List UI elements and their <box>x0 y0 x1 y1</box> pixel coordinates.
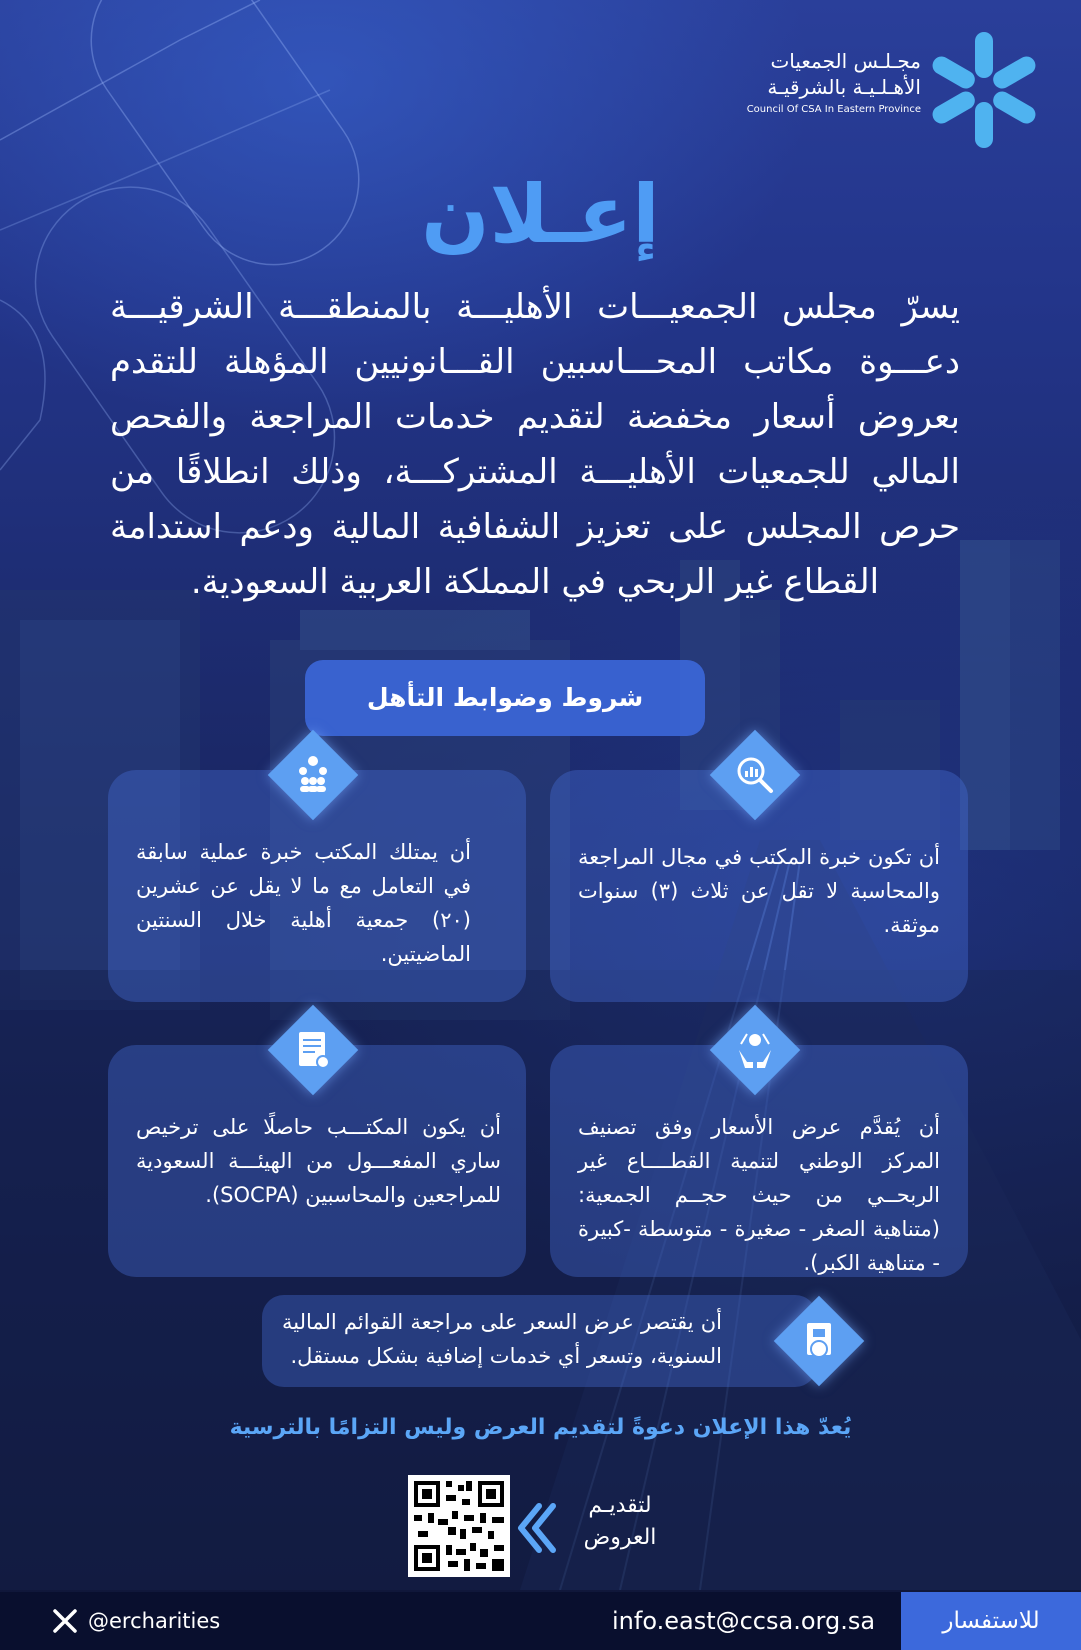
financial-report-icon <box>791 1313 847 1369</box>
condition-text: أن يمتلك المكتب خبرة عملية سابقة في التعامل مع ما لا يقل عن عشرين (٢٠) جمعية أهلية خلال السنتين الماضيتين. <box>136 840 471 966</box>
logo-arabic-line2: الأهـلـيـة بالشرقيـة <box>767 75 921 99</box>
contact-email[interactable]: info.east@ccsa.org.sa <box>612 1607 876 1635</box>
magnifier-chart-icon <box>727 747 783 803</box>
contact-footer <box>0 1592 1081 1650</box>
conditions-heading: شروط وضوابط التأهل <box>305 660 705 736</box>
qr-code[interactable] <box>408 1475 510 1577</box>
logo-text <box>747 48 921 118</box>
apply-label-line2: العروض <box>583 1525 657 1550</box>
logo-english-name: Council Of CSA In Eastern Province <box>746 104 921 115</box>
apply-label <box>560 1490 680 1554</box>
condition-text: أن يُقدَّم عرض الأسعار وفق تصنيف المركز الوطني لتنمية القطــــاع غير الربحــي من حيث حجــم الجمعية: (متناهية الصغر - صغيرة - متوسطة -كبيرة - متناهية الكبر). <box>578 1115 940 1275</box>
hands-support-icon <box>727 1022 783 1078</box>
people-group-icon <box>285 747 341 803</box>
chevron-left-icon <box>515 1500 557 1556</box>
logo-arabic-line1: مجـلـس الجمعيات <box>770 49 921 73</box>
announcement-title: إعـلان <box>421 168 660 261</box>
certificate-document-icon <box>285 1022 341 1078</box>
inquiry-label: للاستفسار <box>901 1592 1081 1650</box>
ccsa-logo-icon <box>931 30 1041 150</box>
non-binding-notice: يُعدّ هذا الإعلان دعوةً لتقديم العرض وليس التزامًا بالترسية <box>229 1415 852 1440</box>
condition-text: أن يكون المكتـــب حاصلًا على ترخيص ساري المفعـــول من الهيئـــة السعودية للمراجعين والمحاسبين (SOCPA). <box>136 1115 501 1207</box>
apply-label-line1: لتقديـم <box>588 1493 652 1518</box>
x-logo-icon[interactable] <box>52 1608 78 1634</box>
condition-text: أن تكون خبرة المكتب في مجال المراجعة والمحاسبة لا تقل عن ثلاث (٣) سنوات موثقة. <box>578 845 940 937</box>
condition-card-annual-statements <box>262 1295 817 1387</box>
social-handle[interactable]: @ercharities <box>88 1609 221 1633</box>
condition-text: أن يقتصر عرض السعر على مراجعة القوائم المالية السنوية، وتسعر أي خدمات إضافية بشكل مستقل. <box>282 1310 722 1368</box>
intro-paragraph: يسرّ مجلس الجمعيـــات الأهليـــة بالمنطقـــة الشرقيـــة دعـــوة مكاتب المحـــاسبين القـــانونيين المؤهلة للتقدم بعروض أسعار مخفضة لتقديم خدمات المراجعة والفحص المالي للجمعيات الأهليـــة المشتركـــة، وذلك انطلاقًا من حرص المجلس على تعزيز الشفافية المالية ودعم استدامة القطاع غير الربحي في المملكة العربية السعودية. <box>110 287 960 602</box>
